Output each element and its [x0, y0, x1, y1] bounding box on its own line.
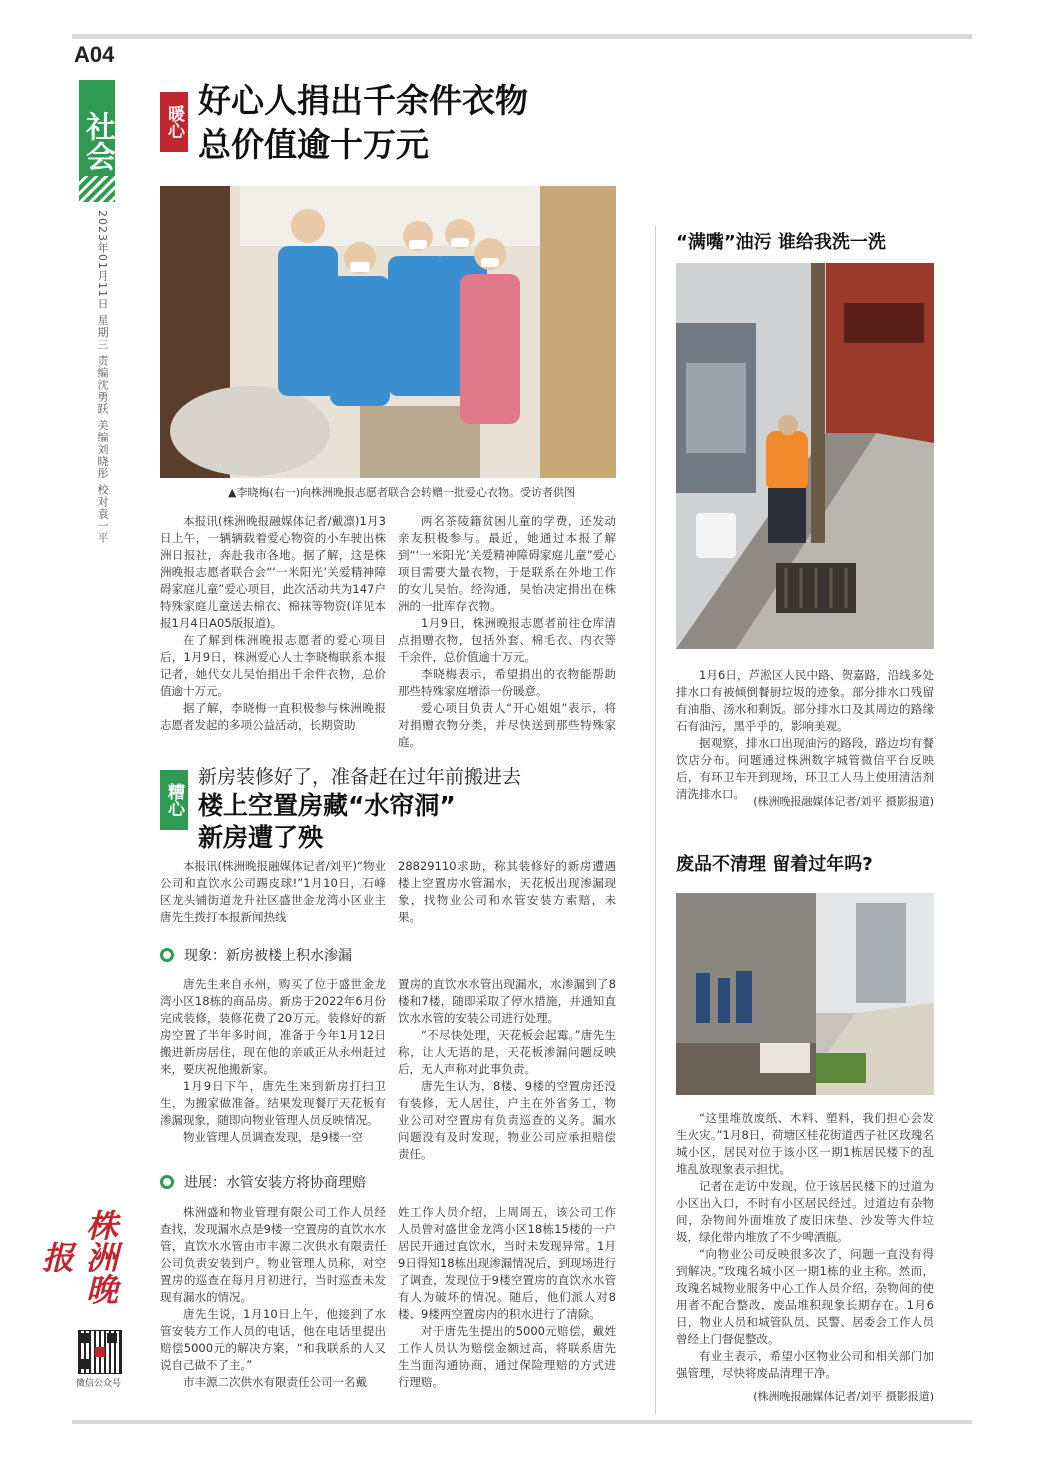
- story2-paragraph: 唐先生来自永州，购买了位于盛世金龙湾小区18栋的商品房。新房于2022年6月份完成装修，装修花费了20万元。装修好的新房空置了半年多时间，准备于今年1月12日搬进新房居住，现在他的亲戚正从永州赶过来，要庆祝他搬新家。: [160, 977, 386, 1076]
- story2-paragraph: 置房的直饮水水管出现漏水，水渗漏到了8楼和7楼，随即采取了停水措施，并通知直饮水水管的安装公司进行处理。: [398, 977, 616, 1025]
- story2-paragraph: 28829110求助，称其装修好的新房遭遇楼上空置房水管漏水，天花板出现渗漏现象，找物业公司和水管安装方索赔，未果。: [398, 859, 616, 924]
- story4-paragraph: “向物业公司反映很多次了，问题一直没有得到解决。”玫瑰名城小区一期1栋的业主称。然而，玫瑰名城物业服务中心工作人员介绍，杂物间的使用者不配合整改，废品堆积现象长期存在。1月6日，物业人员和城管队员、民警、居委会工作人员曾经上门督促整改。: [676, 1247, 934, 1346]
- story4-body: [676, 1110, 934, 1382]
- story4-credit: (株洲晚报融媒体记者/刘平 摄影报道): [753, 1390, 934, 1403]
- story3-photo: [676, 263, 934, 649]
- bottom-rule: [72, 1420, 972, 1424]
- story2-subhead-2: [160, 1172, 366, 1192]
- story2-sec2-col1: [160, 1204, 386, 1391]
- story4-paragraph: 记者在走访中发现，位于该居民楼下的过道为小区出入口，不时有小区居民经过。过道边有杂物间，杂物间外面堆放了废旧床垫、沙发等大件垃圾，绿化带内堆放了不少啤酒瓶。: [676, 1179, 934, 1244]
- story1-column-1: [160, 513, 386, 734]
- story1-headline-line1: 好心人捐出千余件衣物: [198, 81, 528, 120]
- story1-paragraph: 两名茶陵籍贫困儿童的学费，还发动亲友积极参与。最近，她通过本报了解到“‘一米阳光’关爱精神障碍家庭儿童”爱心项目需要大量衣物，于是联系在外地工作的女儿吴怡。经沟通，吴怡决定捐出在株洲的一批库存衣物。: [398, 514, 616, 613]
- story2-subhead-1-text: 现象：新房被楼上积水渗漏: [184, 948, 352, 964]
- story2-paragraph: 唐先生说，1月10日上午，他接到了水管安装方工作人员的电话，他在电话里提出赔偿5000元的解决方案，“和我联系的人又说自己做不了主。”: [160, 1307, 386, 1372]
- story1-headline-line2: 总价值逾十万元: [198, 125, 429, 164]
- story2-paragraph: 市丰源二次供水有限责任公司一名戴: [183, 1375, 367, 1389]
- story3-body: [676, 667, 934, 803]
- story2-subhead-2-text: 进展：水管安装方将协商理赔: [184, 1175, 366, 1191]
- story2-tag: 糟心: [160, 770, 188, 830]
- story2-paragraph: 1月9日下午，唐先生来到新房打扫卫生，为搬家做准备。结果发现餐厅天花板有渗漏现象，随即向物业管理人员反映情况。: [160, 1079, 386, 1127]
- story2-paragraph: 姓工作人员介绍，上周周五，该公司工作人员曾对盛世金龙湾小区18栋15楼的一户居民开通过直饮水，当时未发现异常。1月9日得知18栋出现渗漏情况后，到现场进行了调查，发现位于9楼空置房的直饮水水管有人为破坏的情况。随后，他们派人对8楼、9楼两空置房内的积水进行了清除。: [398, 1205, 616, 1321]
- story2-sec1-col1: [160, 976, 386, 1146]
- story3-paragraph: 据观察，排水口出现油污的路段，路边均有餐饮店分布。问题通过株洲数字城管微信平台反映后，有环卫车开到现场，环卫工人马上使用清洁剂清洗排水口。: [676, 736, 934, 801]
- story2-intro-col2: [398, 858, 616, 926]
- section-tab-stripe: [79, 176, 115, 202]
- story2-sec2-col2: [398, 1204, 616, 1391]
- story3-paragraph: 1月6日，芦淞区人民中路、贺嘉路，沿线多处排水口有被倾倒餐厨垃圾的迹象。部分排水口残留有油脂、汤水和剩饭。部分排水口及其周边的路缘石有油污，黑乎乎的，影响美观。: [676, 668, 934, 733]
- dateline: 2023年01月11日 星期三 责编沈勇跃 美编刘晓彤 校对袁一平: [96, 210, 109, 544]
- section-tab: 社会: [79, 80, 115, 202]
- story2-sec1-col2: [398, 976, 616, 1163]
- story2-headline-line1: 楼上空置房藏“水帘洞”: [198, 791, 456, 820]
- story1-paragraph: 据了解，李晓梅一直积极参与株洲晚报志愿者发起的多项公益活动，长期资助: [160, 701, 386, 732]
- story2-paragraph: 株洲盛和物业管理有限公司工作人员经查找，发现漏水点是9楼一空置房的直饮水水管，直饮水水管由市丰源二次供水有限责任公司负责安装到户。物业管理人员称，对空置房的巡查在每月月初进行，当时巡查未发现有漏水的情况。: [160, 1205, 386, 1304]
- story1-paragraph: 李晓梅表示，希望捐出的衣物能帮助那些特殊家庭增添一份暖意。: [398, 667, 616, 698]
- story2-headline-line2: 新房遭了殃: [198, 823, 324, 852]
- story1-paragraph: 爱心项目负责人“开心姐姐”表示，将对捐赠衣物分类，并尽快送到那些特殊家庭。: [398, 701, 616, 749]
- story4-paragraph: “这里堆放废纸、木料、塑料，我们担心会发生火灾。”1月8日，荷塘区桂花街道西子社区玫瑰名城小区，居民对位于该小区一期1栋居民楼下的乱堆乱放现象表示担忧。: [676, 1111, 934, 1176]
- story2-paragraph: 本报讯(株洲晚报融媒体记者/刘平)“物业公司和直饮水公司踢皮球!”1月10日，石峰区龙头铺街道龙升社区盛世金龙湾小区业主唐先生拨打本报新闻热线: [160, 859, 386, 924]
- newspaper-logo: 株洲晚报: [37, 1209, 119, 1305]
- page-number: A04: [74, 42, 115, 67]
- story1-column-2: [398, 513, 616, 751]
- story2-paragraph: 对于唐先生提出的5000元赔偿，戴姓工作人员认为赔偿金额过高，将联系唐先生当面沟通协商，通过保险理赔的方式进行理赔。: [398, 1324, 616, 1389]
- story2-subhead-1: [160, 945, 352, 965]
- story1-paragraph: 1月9日，株洲晚报志愿者前往仓库清点捐赠衣物，包括外套、棉毛衣、内衣等千余件，总价值逾十万元。: [398, 616, 616, 664]
- circle-bullet-icon: [160, 948, 174, 962]
- story3-title: “满嘴”油污 谁给我洗一洗: [676, 232, 886, 253]
- story2-paragraph: 物业管理人员调查发现，是9楼一空: [183, 1130, 363, 1144]
- story2-paragraph: 唐先生认为，8楼、9楼的空置房还没有装修，无人居住，户主在外省务工，物业公司对空置房有负责巡查的义务。漏水问题没有及时发现，物业公司应承担赔偿责任。: [398, 1079, 616, 1161]
- story4-photo: [676, 893, 934, 1095]
- story2-intro-col1: [160, 858, 386, 926]
- story4-title: 废品不清理 留着过年吗?: [676, 854, 873, 875]
- story4-paragraph: 有业主表示，希望小区物业公司和相关部门加强管理，尽快将废品清理干净。: [676, 1349, 934, 1380]
- story1-photo: [160, 186, 616, 478]
- top-rule: [72, 34, 972, 39]
- column-divider: [655, 225, 656, 1415]
- circle-bullet-icon: [160, 1175, 174, 1189]
- story2-paragraph: “不尽快处理，天花板会起霉。”唐先生称，让人无语的是，天花板渗漏问题反映后，无人声称对此事负责。: [398, 1028, 616, 1076]
- story1-photo-caption: ▲李晓梅(右一)向株洲晚报志愿者联合会转赠一批爱心衣物。受访者供图: [228, 486, 576, 499]
- story3-credit: (株洲晚报融媒体记者/刘平 摄影报道): [753, 795, 934, 808]
- story1-paragraph: 在了解到株洲晚报志愿者的爱心项目后，1月9日，株洲爱心人士李晓梅联系本报记者，她代女儿吴怡捐出千余件衣物，总价值逾十万元。: [160, 633, 386, 698]
- qr-caption: 微信公众号: [76, 1379, 122, 1389]
- qr-code-icon: [78, 1330, 122, 1374]
- story2-kicker: 新房装修好了，准备赶在过年前搬进去: [198, 766, 522, 788]
- story1-tag: 暖心: [160, 92, 188, 152]
- story1-paragraph: 本报讯(株洲晚报融媒体记者/戴凛)1月3日上午，一辆辆载着爱心物资的小车驶出株洲日报社，奔赴我市各地。据了解，这是株洲晚报志愿者联合会“‘一米阳光’关爱精神障碍家庭儿童”爱心项目，此次活动共为147户特殊家庭儿童送去棉衣、棉袜等物资(详见本报1月4日A05版报道)。: [160, 514, 386, 630]
